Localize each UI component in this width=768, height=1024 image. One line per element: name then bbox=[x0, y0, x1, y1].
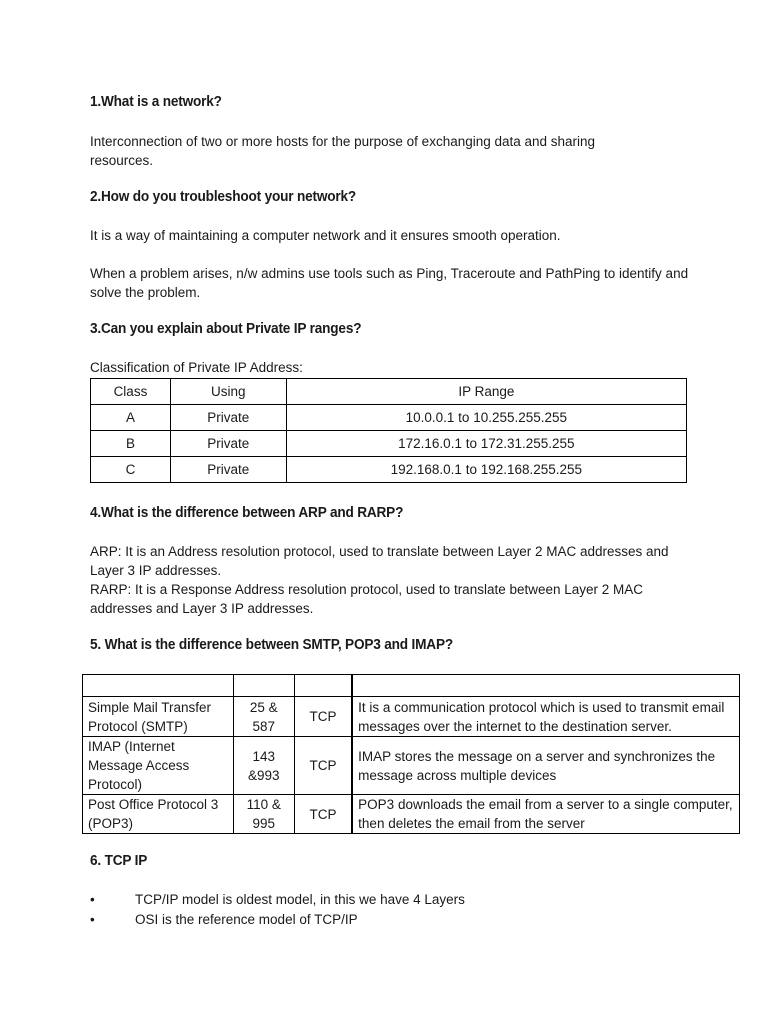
bullet-icon: • bbox=[90, 892, 95, 907]
heading-q6: 6. TCP IP bbox=[90, 853, 148, 869]
transport-cell: TCP bbox=[294, 737, 352, 795]
bullet-icon: • bbox=[90, 912, 95, 927]
heading-q1: 1.What is a network? bbox=[90, 94, 222, 110]
class-cell: A bbox=[91, 405, 171, 431]
list-item: • TCP/IP model is oldest model, in this we have 4 Layers bbox=[90, 890, 690, 910]
private-ip-table bbox=[90, 378, 687, 483]
header-cell: IP Range bbox=[286, 379, 686, 405]
transport-cell: TCP bbox=[294, 795, 352, 834]
class-cell: B bbox=[91, 431, 171, 457]
table-row bbox=[91, 457, 687, 483]
table-row bbox=[91, 431, 687, 457]
empty-header-cell bbox=[294, 675, 352, 697]
answer-q1: Interconnection of two or more hosts for the purpose of exchanging data and sharing resources. bbox=[90, 134, 596, 168]
mail-protocol-table bbox=[82, 674, 740, 834]
empty-header-cell bbox=[352, 675, 739, 697]
answer-q4-arp: ARP: It is an Address resolution protocol, used to translate between Layer 2 MAC addresses and Layer 3 IP addresses. bbox=[90, 544, 669, 578]
heading-q2: 2.How do you troubleshoot your network? bbox=[90, 189, 357, 205]
heading-q5: 5. What is the difference between SMTP, POP3 and IMAP? bbox=[90, 637, 453, 653]
answer-q2-p1: It is a way of maintaining a computer network and it ensures smooth operation. bbox=[90, 228, 561, 243]
ip-range-cell: 192.168.0.1 to 192.168.255.255 bbox=[286, 457, 686, 483]
description-cell: It is a communication protocol which is used to transmit email messages over the internet to the destination server. bbox=[352, 697, 739, 737]
ip-range-cell: 10.0.0.1 to 10.255.255.255 bbox=[286, 405, 686, 431]
table-row bbox=[91, 405, 687, 431]
description-cell: POP3 downloads the email from a server to a single computer, then deletes the email from the server bbox=[352, 795, 739, 834]
using-cell: Private bbox=[170, 457, 286, 483]
description-cell: IMAP stores the message on a server and synchronizes the message across multiple devices bbox=[352, 737, 739, 795]
port-cell: 25 & 587 bbox=[233, 697, 294, 737]
table-row bbox=[83, 697, 740, 737]
tcpip-bullet-list bbox=[90, 890, 690, 930]
table-header-row bbox=[83, 675, 740, 697]
table-header-row bbox=[91, 379, 687, 405]
protocol-name-cell: IMAP (Internet Message Access Protocol) bbox=[83, 737, 234, 795]
heading-q3: 3.Can you explain about Private IP ranges? bbox=[90, 321, 362, 337]
table-row bbox=[83, 795, 740, 834]
protocol-name-cell: Post Office Protocol 3 (POP3) bbox=[83, 795, 234, 834]
using-cell: Private bbox=[170, 405, 286, 431]
protocol-name-cell: Simple Mail Transfer Protocol (SMTP) bbox=[83, 697, 234, 737]
header-cell: Using bbox=[170, 379, 286, 405]
empty-header-cell bbox=[83, 675, 234, 697]
transport-cell: TCP bbox=[294, 697, 352, 737]
ip-range-cell: 172.16.0.1 to 172.31.255.255 bbox=[286, 431, 686, 457]
answer-q2-p2: When a problem arises, n/w admins use tools such as Ping, Traceroute and PathPing to identify and solve the problem. bbox=[90, 266, 689, 300]
port-cell: 110 & 995 bbox=[233, 795, 294, 834]
port-cell: 143 &993 bbox=[233, 737, 294, 795]
list-item: • OSI is the reference model of TCP/IP bbox=[90, 910, 690, 930]
table-row bbox=[83, 737, 740, 795]
table-caption: Classification of Private IP Address: bbox=[90, 360, 303, 375]
empty-header-cell bbox=[233, 675, 294, 697]
using-cell: Private bbox=[170, 431, 286, 457]
class-cell: C bbox=[91, 457, 171, 483]
header-cell: Class bbox=[91, 379, 171, 405]
heading-q4: 4.What is the difference between ARP and RARP? bbox=[90, 505, 404, 521]
answer-q4-rarp: RARP: It is a Response Address resolution protocol, used to translate between Layer 2 MAC addresses and Layer 3 IP addresses. bbox=[90, 582, 644, 616]
